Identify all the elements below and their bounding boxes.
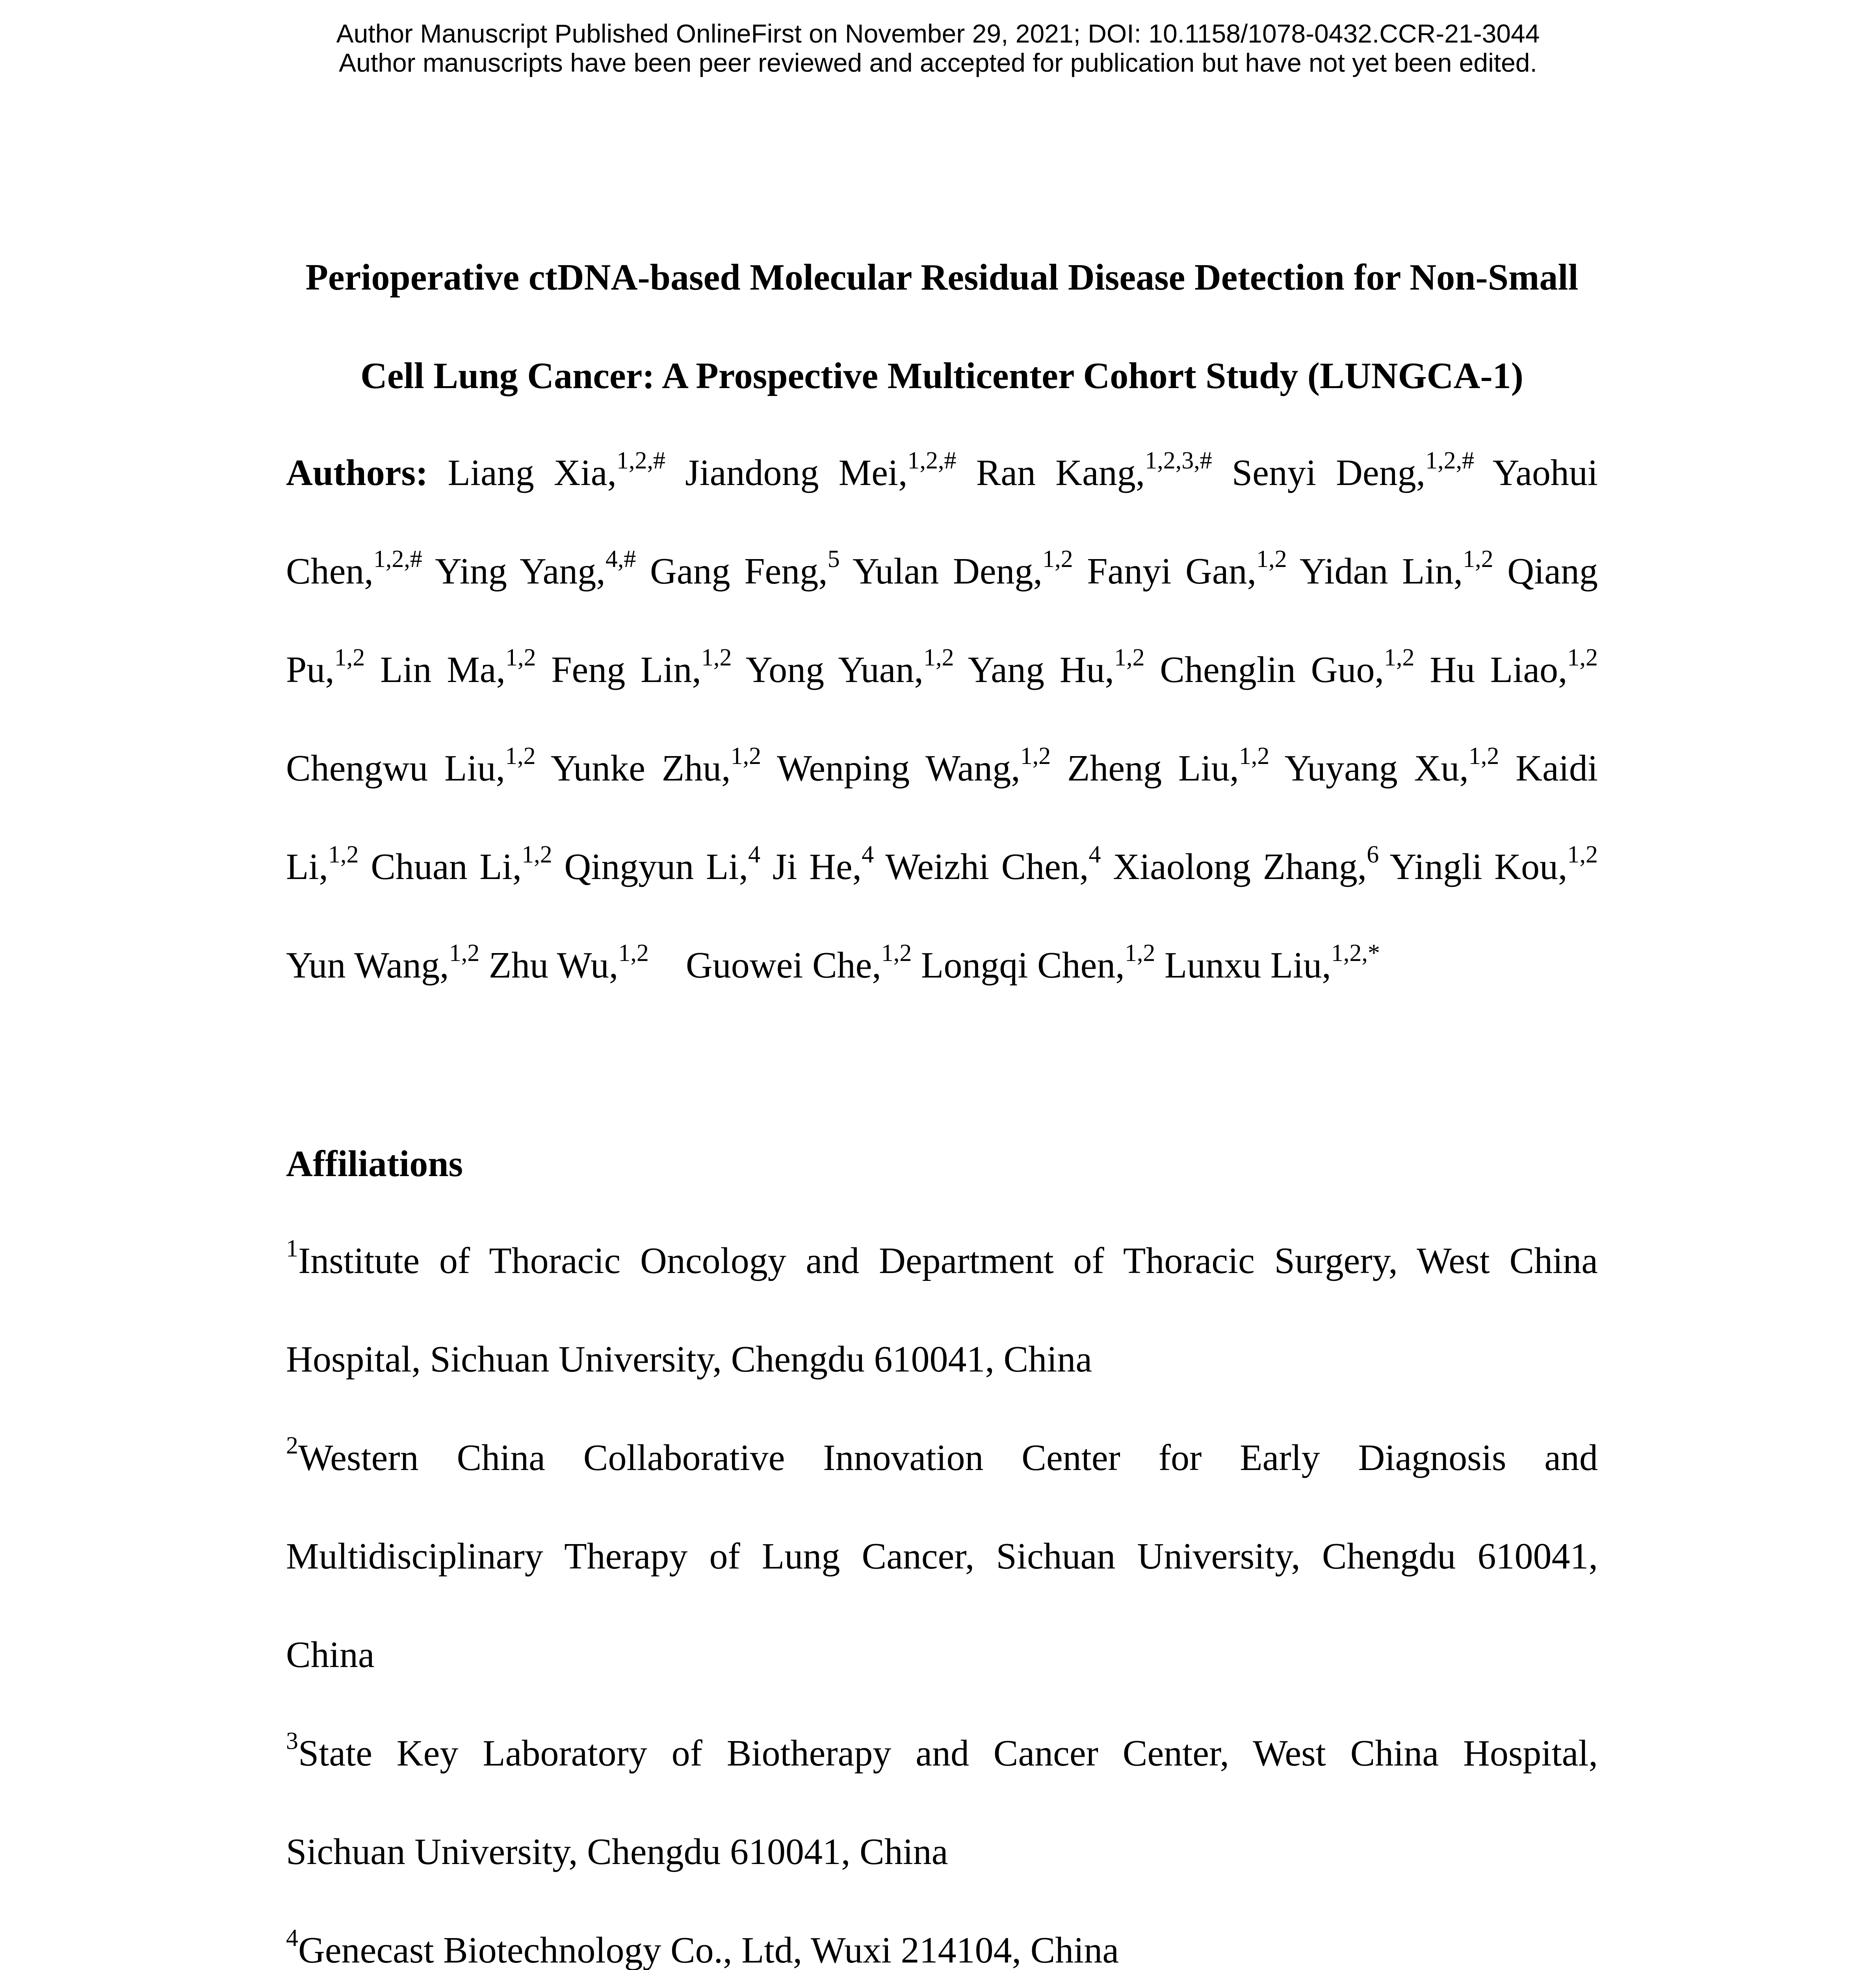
author-name: Chenglin Guo, bbox=[1160, 649, 1384, 690]
author-name: Yulan Deng, bbox=[852, 551, 1043, 592]
author-affil: 1,2 bbox=[1567, 841, 1598, 868]
affiliation-number: 4 bbox=[286, 1925, 298, 1951]
author-name: Yong Yuan, bbox=[745, 649, 924, 690]
author-name: Xiaolong Zhang, bbox=[1113, 846, 1367, 887]
author-name: Pu, bbox=[286, 649, 334, 690]
author-name: Gang Feng, bbox=[650, 551, 828, 592]
author-name: Guowei Che, bbox=[685, 945, 881, 986]
affiliations-heading: Affiliations bbox=[286, 1143, 463, 1184]
author-name: Senyi Deng, bbox=[1231, 452, 1426, 493]
author-affil: 5 bbox=[827, 546, 840, 572]
affiliation-number: 3 bbox=[286, 1728, 298, 1754]
author-affil: 1,2 bbox=[1256, 546, 1287, 572]
affiliation-text: Genecast Biotechnology Co., Ltd, Wuxi 214104, China bbox=[298, 1930, 1119, 1970]
author-name: Longqi Chen, bbox=[921, 945, 1125, 986]
author-affil: 1,2 bbox=[334, 644, 365, 671]
affiliation-text: Institute of Thoracic Oncology and Department of Thoracic Surgery, West China bbox=[298, 1240, 1598, 1281]
title-line-1: Perioperative ctDNA-based Molecular Residual Disease Detection for Non-Small bbox=[305, 257, 1579, 298]
author-affil: 1,2,3,# bbox=[1145, 447, 1212, 474]
author-affil: 1,2 bbox=[1468, 743, 1499, 769]
author-name: Yidan Lin, bbox=[1299, 551, 1463, 592]
author-affil: 1,2 bbox=[505, 644, 536, 671]
author-name: Jiandong Mei, bbox=[685, 452, 908, 493]
author-name: Chen, bbox=[286, 551, 373, 592]
author-name: Ji He, bbox=[772, 846, 862, 887]
affiliation-2-line-2: Multidisciplinary Therapy of Lung Cancer, Sichuan University, Chengdu 610041, bbox=[286, 1536, 1598, 1577]
author-affil: 1,2 bbox=[522, 841, 552, 868]
author-affil: 4,# bbox=[605, 546, 636, 572]
author-name: Chuan Li, bbox=[371, 846, 522, 887]
authors-label: Authors: bbox=[286, 452, 428, 493]
author-name: Qingyun Li, bbox=[564, 846, 749, 887]
author-affil: 1,2 bbox=[449, 940, 480, 966]
author-name: Lin Ma, bbox=[380, 649, 506, 690]
author-name: Yaohui bbox=[1492, 452, 1598, 493]
author-name: Yunke Zhu, bbox=[550, 748, 731, 789]
author-affil: 1,2,# bbox=[1425, 447, 1475, 474]
author-affil: 4 bbox=[1088, 841, 1101, 868]
author-affil: 1,2 bbox=[1042, 546, 1073, 572]
author-affil: 1,2,# bbox=[617, 447, 666, 474]
author-name: Yang Hu, bbox=[968, 649, 1114, 690]
affiliation-number: 2 bbox=[286, 1432, 298, 1459]
affiliation-4-line-1 bbox=[286, 1925, 1598, 1970]
author-affil: 1,2,# bbox=[907, 447, 957, 474]
author-name: Yun Wang, bbox=[286, 945, 449, 986]
affiliation-2-line-1 bbox=[286, 1432, 1598, 1479]
affiliation-1-line-1 bbox=[286, 1235, 1598, 1282]
author-affil: 1,2 bbox=[505, 743, 536, 769]
author-name: Ying Yang, bbox=[435, 551, 606, 592]
author-name: Zheng Liu, bbox=[1067, 748, 1239, 789]
author-affil: 1,2 bbox=[701, 644, 732, 671]
author-affil: 4 bbox=[748, 841, 761, 868]
authors-line-5 bbox=[286, 841, 1598, 888]
author-affil: 4 bbox=[862, 841, 874, 868]
author-affil: 1,2 bbox=[1114, 644, 1145, 671]
author-affil: 1,2 bbox=[1124, 940, 1155, 966]
author-name: Qiang bbox=[1507, 551, 1598, 592]
author-affil: 1,2 bbox=[923, 644, 954, 671]
affiliation-2-line-3: China bbox=[286, 1634, 375, 1675]
authors-line-2 bbox=[286, 546, 1598, 593]
author-name: Ran Kang, bbox=[976, 452, 1145, 493]
author-affil: 1,2 bbox=[881, 940, 912, 966]
author-name: Zhu Wu, bbox=[489, 945, 619, 986]
author-affil: 1,2 bbox=[618, 940, 649, 966]
header-line-2: Author manuscripts have been peer reviewed and accepted for publication but have not yet been edited. bbox=[339, 48, 1537, 77]
author-affil: 1,2 bbox=[1463, 546, 1493, 572]
author-name: Wenping Wang, bbox=[777, 748, 1020, 789]
author-affil: 1,2,# bbox=[373, 546, 422, 572]
authors-line-1 bbox=[286, 447, 1598, 494]
author-name: Feng Lin, bbox=[551, 649, 701, 690]
affiliation-1-line-2: Hospital, Sichuan University, Chengdu 610041, China bbox=[286, 1339, 1092, 1380]
author-affil: 1,2 bbox=[1239, 743, 1270, 769]
header-line-1: Author Manuscript Published OnlineFirst on November 29, 2021; DOI: 10.1158/1078-0432.CCR-21-3044 bbox=[336, 19, 1540, 48]
author-name: Lunxu Liu, bbox=[1164, 945, 1331, 986]
authors-line-4 bbox=[286, 743, 1598, 790]
author-affil: 1,2,* bbox=[1331, 940, 1380, 966]
author-name: Yuyang Xu, bbox=[1284, 748, 1469, 789]
author-affil: 1,2 bbox=[1384, 644, 1415, 671]
author-affil: 1,2 bbox=[1567, 644, 1598, 671]
author-name: Li, bbox=[286, 846, 329, 887]
author-name: Weizhi Chen, bbox=[885, 846, 1089, 887]
author-name: Kaidi bbox=[1516, 748, 1598, 789]
author-name: Fanyi Gan, bbox=[1087, 551, 1257, 592]
affiliation-text: State Key Laboratory of Biotherapy and Cancer Center, West China Hospital, bbox=[298, 1733, 1598, 1774]
author-name: Yingli Kou, bbox=[1389, 846, 1568, 887]
author-name: Liang Xia, bbox=[448, 452, 617, 493]
affiliation-number: 1 bbox=[286, 1235, 298, 1262]
author-name: Hu Liao, bbox=[1430, 649, 1568, 690]
author-affil: 1,2 bbox=[1020, 743, 1051, 769]
affiliation-text: Western China Collaborative Innovation Center for Early Diagnosis and bbox=[298, 1437, 1598, 1478]
author-name: Chengwu Liu, bbox=[286, 748, 505, 789]
manuscript-header bbox=[0, 19, 1876, 77]
author-affil: 1,2 bbox=[328, 841, 359, 868]
affiliation-3-line-2: Sichuan University, Chengdu 610041, China bbox=[286, 1831, 948, 1872]
authors-line-6 bbox=[286, 940, 1598, 987]
title-line-2: Cell Lung Cancer: A Prospective Multicenter Cohort Study (LUNGCA-1) bbox=[360, 355, 1523, 396]
affiliation-3-line-1 bbox=[286, 1728, 1598, 1775]
authors-line-3 bbox=[286, 644, 1598, 691]
author-affil: 6 bbox=[1367, 841, 1379, 868]
author-affil: 1,2 bbox=[730, 743, 762, 769]
